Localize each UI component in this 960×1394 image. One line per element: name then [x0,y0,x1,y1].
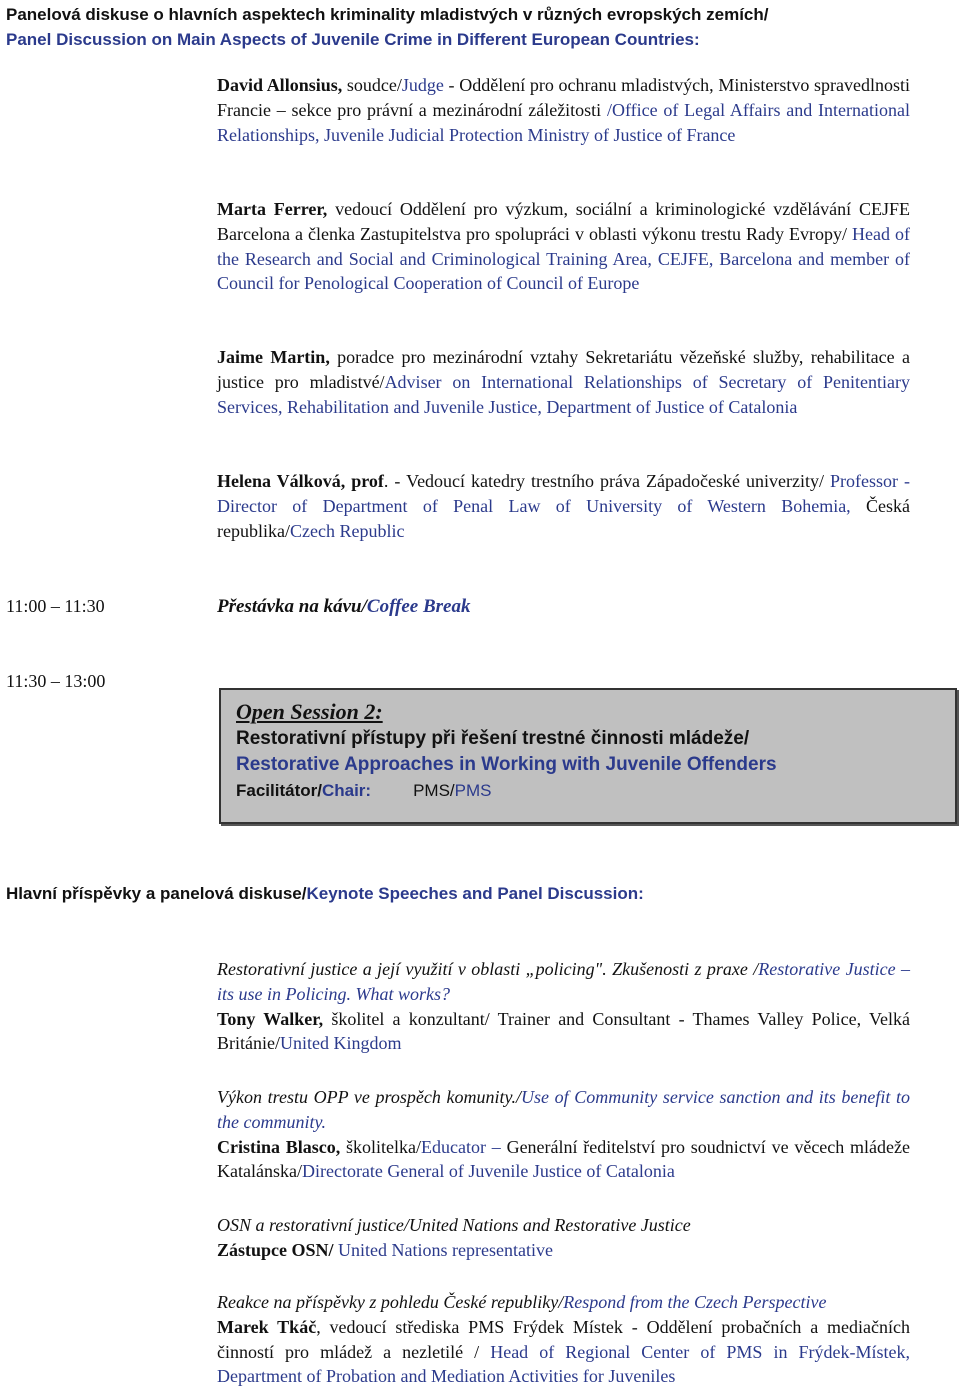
talk-title [217,957,910,1007]
coffee-time: 11:00 – 11:30 [6,596,105,616]
panelist-role-en: Judge [401,75,444,95]
talk-title-cz: OSN a restorativní justice/ [217,1215,409,1235]
speaker-name: Cristina Blasco, [217,1136,341,1157]
panel-heading-cz: Panelová diskuse o hlavních aspektech kriminality mladistvých v různých evropských zemích/ [6,5,769,24]
speaker-role-cz: školitelka/ [340,1136,422,1157]
talk-title [217,1290,910,1315]
talk-title-cz: Výkon trestu OPP ve prospěch komunity./ [217,1087,521,1107]
talk-title-cz: Reakce na příspěvky z pohledu České republiky/ [217,1292,564,1312]
chair-value [413,781,491,800]
talk-title-en: Respond from the Czech Perspective [563,1292,827,1312]
panelist-role-cz: vedoucí Oddělení pro výzkum, sociální a kriminologické vzdělávání CEJFE Barcelona a členka Zastupitelstva pro spolupráci v oblasti výkonu trestu Rady Evropy/ [217,199,911,244]
panel-heading-en: Panel Discussion on Main Aspects of Juvenile Crime in Different European Countries: [6,30,700,49]
panelist-ferrer [217,197,910,296]
speaker-role-en: United Kingdom [279,1033,402,1054]
panelist-valkova [217,469,910,543]
panelist-role-en: Head of the Research and Social and Criminological Training Area, CEJFE, Barcelona and member of Council for Penological Cooperation of Council of Europe [217,223,910,294]
talk-blasco [217,1085,910,1184]
speaker-name: Zástupce OSN/ [217,1239,334,1260]
panelist-role-cz: poradce pro mezinárodní vztahy Sekretariátu vězeňské služby, rehabilitace a justice pro mladistvé/ [217,347,910,392]
panelist-name: Marta Ferrer, [217,199,328,219]
speaker-role-en: Directorate General of Juvenile Justice of Catalonia [301,1161,675,1182]
talk-title-en: Use of Community service sanction and its benefit to the community. [217,1087,910,1132]
panelist-role-en: Professor - Director of Department of Penal Law of University of Western Bohemia, [217,471,910,516]
talk-speaker [217,1238,910,1263]
panelist-role-cz: - Oddělení pro ochranu mladistvých, Ministerstvo spravedlnosti Francie – sekce pro právní a mezinárodní záležitosti [217,75,910,120]
chair-value-en: PMS [454,781,492,800]
talk-tkac [217,1290,910,1389]
speaker-role-cz: , vedoucí střediska PMS Frýdek Místek - Oddělení probačních a mediačních činností pro mládež a nezletilé / [217,1316,910,1362]
speaker-role-en: Educator – [421,1136,501,1157]
talk-title [217,1085,910,1135]
speaker-name: Tony Walker, [217,1008,324,1029]
speaker-role-cz: Generální ředitelství pro soudnictví ve věcech mládeže Katalánska/ [217,1136,911,1182]
talk-walker [217,957,910,1056]
keynote-heading-en: Keynote Speeches and Panel Discussion: [306,884,644,903]
session-time: 11:30 – 13:00 [6,671,106,691]
keynote-heading [6,881,956,906]
panelist-allonsius [217,73,910,147]
panelist-martin [217,345,910,419]
panelist-role-cz: Česká republika/ [217,495,910,541]
chair-value-cz: PMS/ [413,781,455,800]
coffee-title [217,594,471,619]
talk-un [217,1213,910,1263]
talk-title-en: United Nations and Restorative Justice [408,1215,691,1235]
panelist-name: Helena Válková, prof [217,471,384,491]
talk-title [217,1213,910,1238]
speaker-role-cz: školitel a konzultant/ Trainer and Consultant - Thames Valley Police, Velká Británie/ [217,1008,910,1054]
speaker-role-en: Head of Regional Center of PMS in Frýdek-Místek, Department of Probation and Mediation Activities for Juveniles [217,1341,910,1387]
chair-label-en: Chair: [321,781,372,800]
talk-speaker [217,1135,910,1185]
speaker-role-en: United Nations representative [333,1239,553,1260]
session-title: Open Session 2: [236,699,383,724]
panelist-name: David Allonsius, [217,75,343,95]
session-subtitle-en: Restorative Approaches in Working with Juvenile Offenders [236,754,777,775]
session-chair [236,778,940,804]
panelist-role-cz: . - Vedoucí katedry trestního práva Západočeské univerzity/ [383,471,824,491]
talk-speaker [217,1007,910,1057]
talk-title-en: Restorative Justice – its use in Policing. What works? [217,959,910,1004]
talk-title-cz: Restorativní justice a její využití v oblasti „policing". Zkušenosti z praxe / [217,959,759,979]
panel-heading [6,2,956,52]
panelist-role-en: /Office of Legal Affairs and International Relationships, Juvenile Judicial Protection Ministry of Justice of France [217,99,910,145]
coffee-title-cz: Přestávka na kávu/ [217,596,367,617]
panelist-role-cz: soudce/ [342,75,402,95]
talk-speaker [217,1315,910,1389]
panelist-role-en: Czech Republic [289,520,405,541]
chair-label-cz: Facilitátor/ [236,781,322,800]
panelist-name: Jaime Martin, [217,347,330,367]
panelist-role-en: Adviser on International Relationships of Secretary of Penitentiary Services, Rehabilitation and Juvenile Justice, Department of Justice of Catalonia [217,371,910,417]
session-subtitle-cz: Restorativní přístupy při řešení trestné činnosti mládeže/ [236,728,750,749]
keynote-heading-cz: Hlavní příspěvky a panelová diskuse/ [6,884,307,903]
speaker-name: Marek Tkáč [217,1316,317,1337]
coffee-title-en: Coffee Break [366,596,471,617]
session-box [219,688,957,824]
